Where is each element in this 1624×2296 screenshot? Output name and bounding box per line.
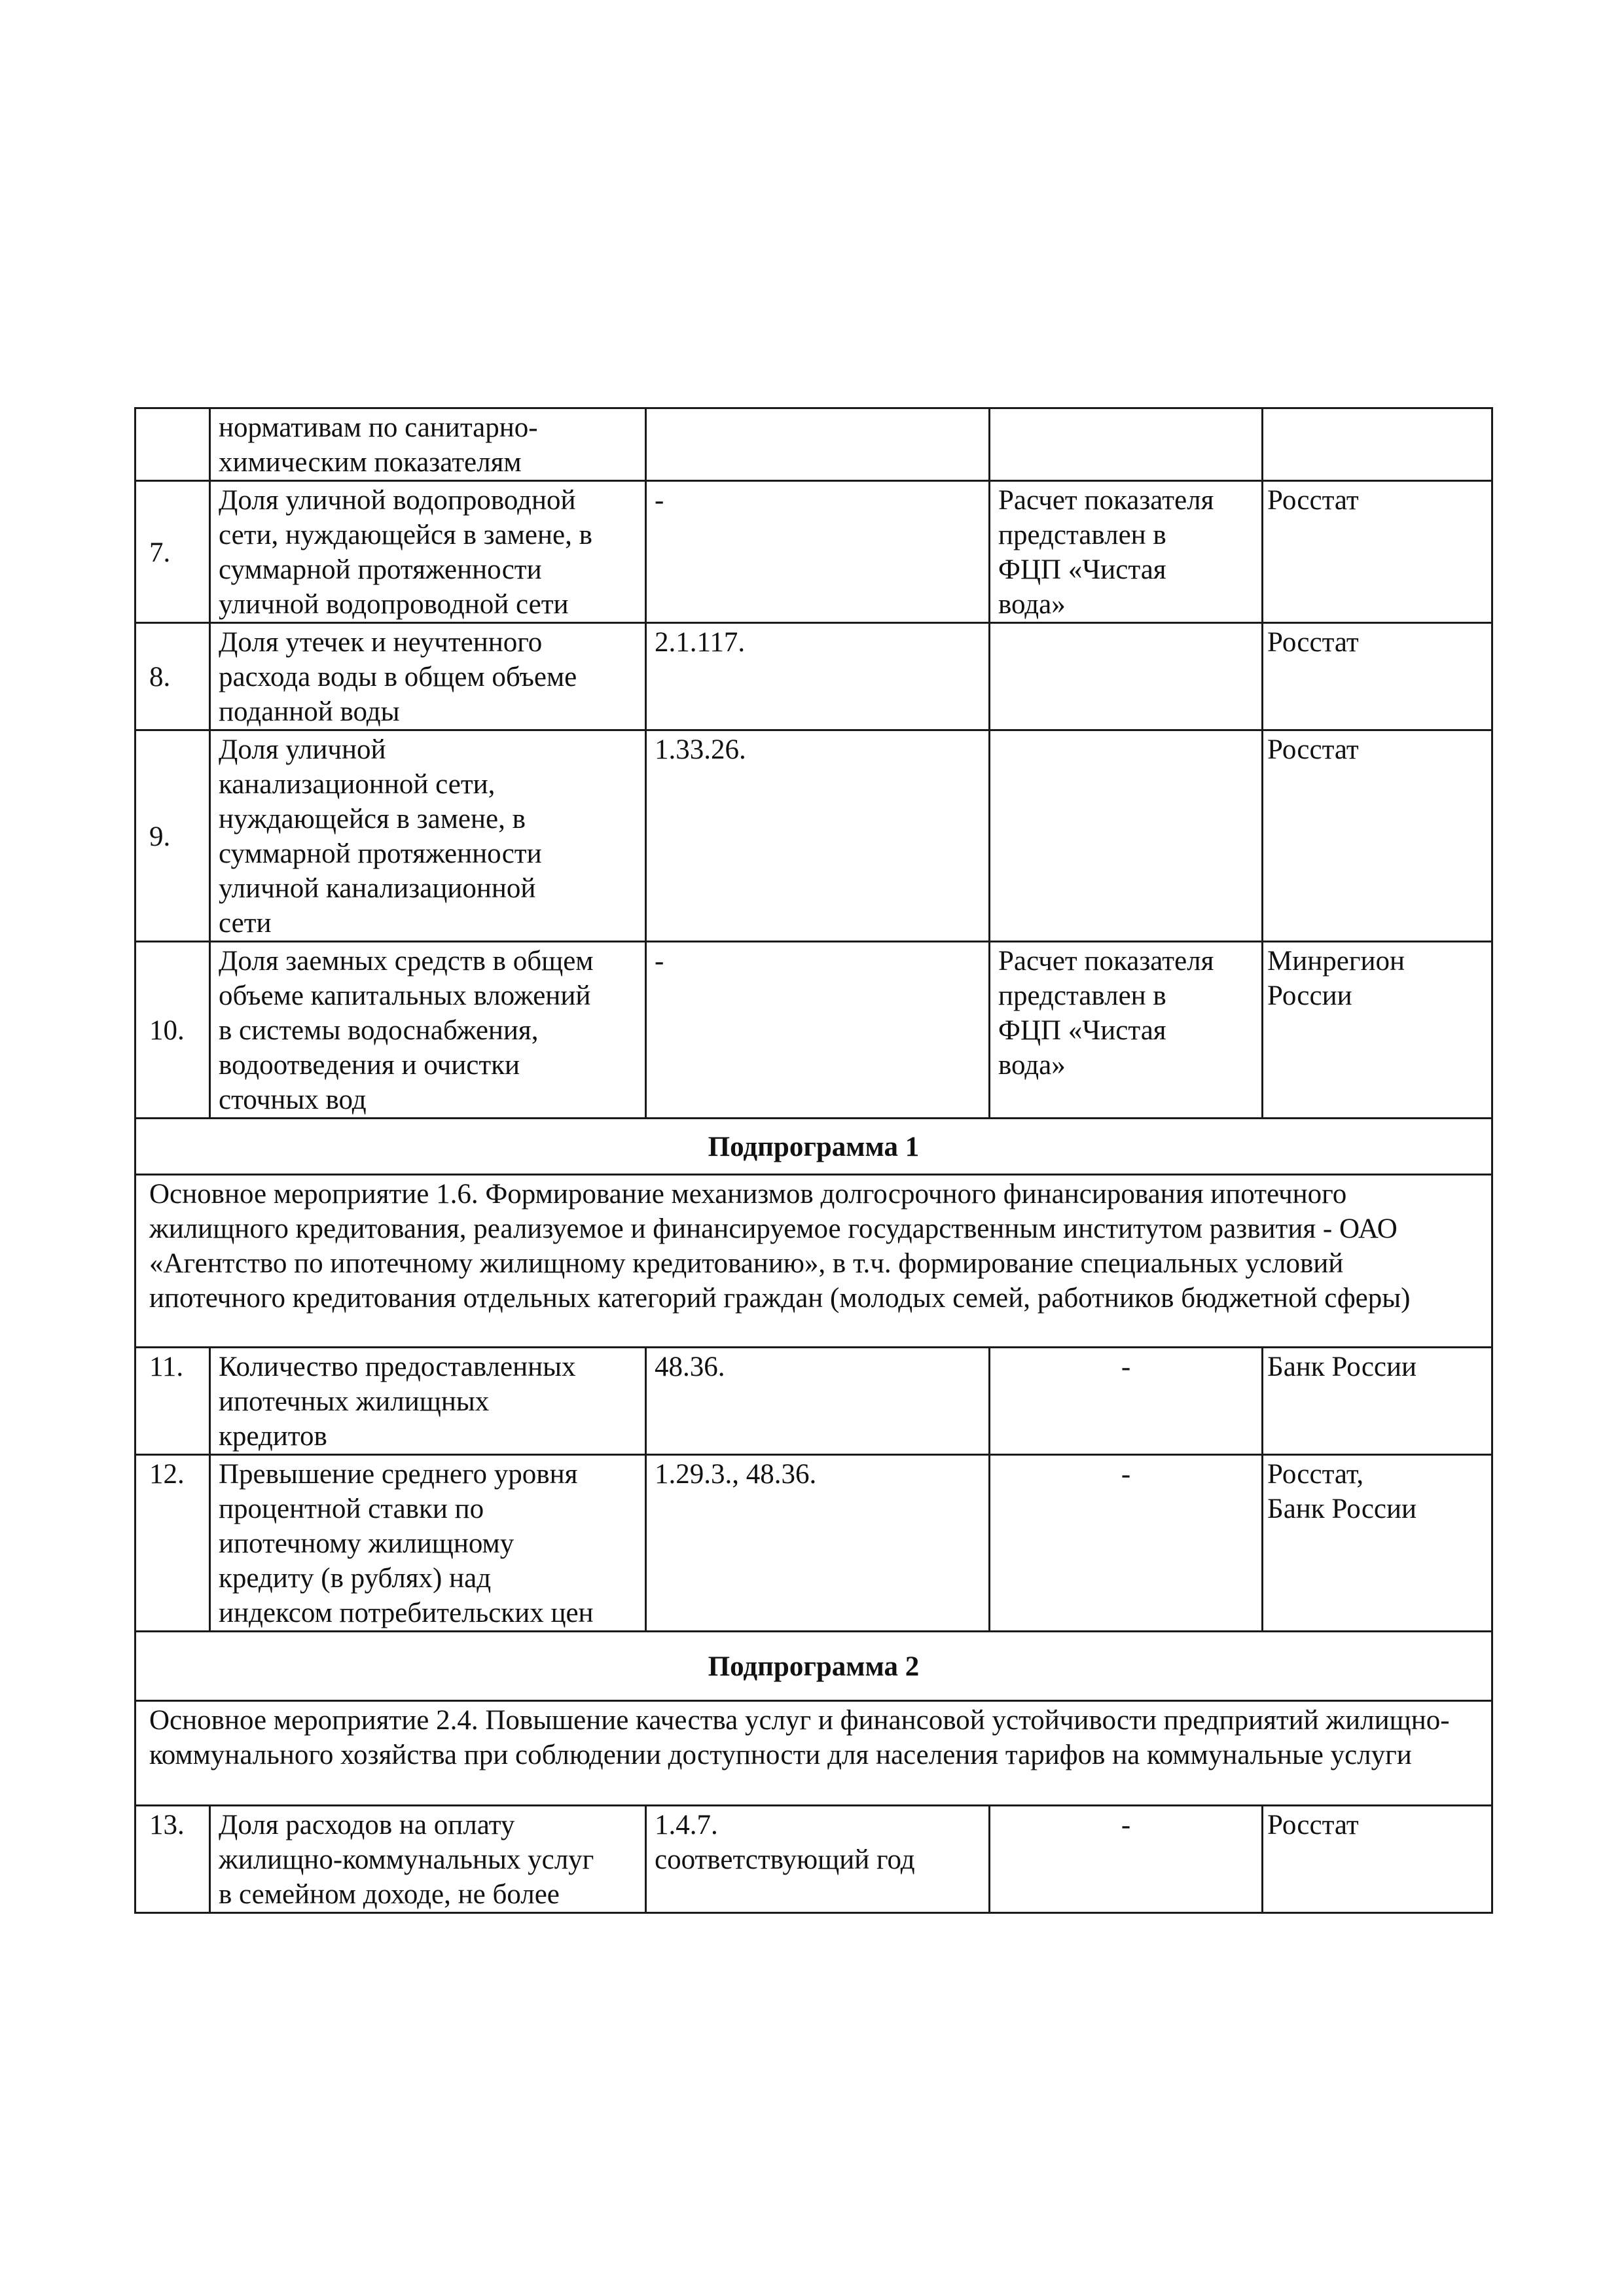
table-row-continuation bbox=[135, 408, 1492, 481]
indicator-code: - bbox=[646, 481, 990, 623]
indicator-method bbox=[990, 623, 1263, 730]
indicator-method: Расчет показателя представлен в ФЦП «Чистая вода» bbox=[990, 481, 1263, 623]
indicator-source: Минрегион России bbox=[1263, 942, 1492, 1119]
indicator-name: нормативам по санитарно- химическим показателям bbox=[210, 408, 646, 481]
indicator-method: Расчет показателя представлен в ФЦП «Чистая вода» bbox=[990, 942, 1263, 1119]
row-number: 12. bbox=[135, 1455, 210, 1632]
table-row-8 bbox=[135, 623, 1492, 730]
indicator-source: Банк России bbox=[1263, 1348, 1492, 1455]
row-number: 7. bbox=[135, 481, 210, 623]
indicator-method: - bbox=[990, 1806, 1263, 1913]
activity-description: Основное мероприятие 1.6. Формирование механизмов долгосрочного финансирования ипотечного жилищного кредитования, реализуемое и финансируемое государственным институтом развития - ОАО «Агентство по ипотечному жилищному кредитованию», в т.ч. формирование специальных условий ипотечного кредитования отдельных категорий граждан (молодых семей, работников бюджетной сферы) bbox=[135, 1175, 1492, 1348]
subprogram-title: Подпрограмма 2 bbox=[135, 1632, 1492, 1701]
indicator-code: 2.1.117. bbox=[646, 623, 990, 730]
subprogram-header-row bbox=[135, 1632, 1492, 1701]
indicator-source: Росстат bbox=[1263, 481, 1492, 623]
indicator-code: - bbox=[646, 942, 990, 1119]
indicator-method: - bbox=[990, 1348, 1263, 1455]
activity-description: Основное мероприятие 2.4. Повышение качества услуг и финансовой устойчивости предприятий жилищно-коммунального хозяйства при соблюдении доступности для населения тарифов на коммунальные услуги bbox=[135, 1701, 1492, 1806]
row-number: 8. bbox=[135, 623, 210, 730]
table-row-12 bbox=[135, 1455, 1492, 1632]
indicators-table bbox=[134, 407, 1493, 1914]
row-number bbox=[135, 408, 210, 481]
indicator-code: 1.29.3., 48.36. bbox=[646, 1455, 990, 1632]
table-row-10 bbox=[135, 942, 1492, 1119]
row-number: 10. bbox=[135, 942, 210, 1119]
indicator-name: Доля уличной канализационной сети, нуждающейся в замене, в суммарной протяженности уличной канализационной сети bbox=[210, 730, 646, 942]
indicator-method bbox=[990, 730, 1263, 942]
table-row-11 bbox=[135, 1348, 1492, 1455]
subprogram-header-row bbox=[135, 1119, 1492, 1175]
indicator-name: Превышение среднего уровня процентной ставки по ипотечному жилищному кредиту (в рублях) над индексом потребительских цен bbox=[210, 1455, 646, 1632]
subprogram-title: Подпрограмма 1 bbox=[135, 1119, 1492, 1175]
indicator-source: Росстат bbox=[1263, 1806, 1492, 1913]
indicator-code: 1.4.7. соответствующий год bbox=[646, 1806, 990, 1913]
indicator-name: Количество предоставленных ипотечных жилищных кредитов bbox=[210, 1348, 646, 1455]
indicator-name: Доля уличной водопроводной сети, нуждающейся в замене, в суммарной протяженности уличной водопроводной сети bbox=[210, 481, 646, 623]
table-row-7 bbox=[135, 481, 1492, 623]
row-number: 11. bbox=[135, 1348, 210, 1455]
indicator-code: 48.36. bbox=[646, 1348, 990, 1455]
indicator-source: Росстат bbox=[1263, 730, 1492, 942]
indicator-name: Доля утечек и неучтенного расхода воды в общем объеме поданной воды bbox=[210, 623, 646, 730]
indicator-code bbox=[646, 408, 990, 481]
table-row-9 bbox=[135, 730, 1492, 942]
indicator-source: Росстат bbox=[1263, 623, 1492, 730]
indicator-name: Доля расходов на оплату жилищно-коммунальных услуг в семейном доходе, не более bbox=[210, 1806, 646, 1913]
indicator-source: Росстат, Банк России bbox=[1263, 1455, 1492, 1632]
indicator-method: - bbox=[990, 1455, 1263, 1632]
table-row-13 bbox=[135, 1806, 1492, 1913]
indicator-source bbox=[1263, 408, 1492, 481]
indicator-method bbox=[990, 408, 1263, 481]
activity-row bbox=[135, 1175, 1492, 1348]
row-number: 13. bbox=[135, 1806, 210, 1913]
activity-row bbox=[135, 1701, 1492, 1806]
indicator-code: 1.33.26. bbox=[646, 730, 990, 942]
indicator-name: Доля заемных средств в общем объеме капитальных вложений в системы водоснабжения, водоотведения и очистки сточных вод bbox=[210, 942, 646, 1119]
row-number: 9. bbox=[135, 730, 210, 942]
